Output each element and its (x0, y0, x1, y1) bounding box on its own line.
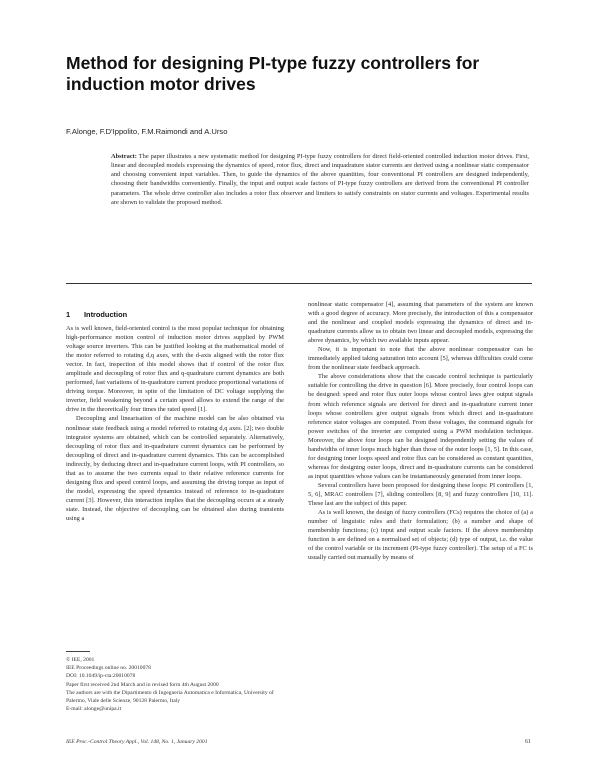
doi-line: DOI: 10.1049/ip-cta:20010078 (66, 673, 136, 680)
received-date: Paper first received 2nd March and in revised form 4th August 2000 (66, 681, 219, 688)
left-column (66, 324, 284, 523)
copyright-line: © IEE, 2001 (66, 657, 95, 663)
abstract-text: The paper illustrates a new systematic method for designing PI-type fuzzy controllers for direct field-oriented controlled induction motor drives. First, linear and decoupled models expressing the dynamics of speed, rotor flux, direct and inquadrature stator currents are derived using a nonlinear static compensator and choosing convenient input variables. Then, to guide the dynamics of the above quantities, four conventional PI controllers are designed independently, choosing their bandwidths conveniently. Finally, the input and output scale factors of PI-type fuzzy controllers are derived from the conventional PI controller parameters. The whole drive controller also includes a rotor flux observer and limiters to satisfy constraints on stator currents and voltages. Experimental results are shown to validate the proposed method. (111, 153, 530, 206)
affiliation: The authors are with the Dipartimento di Ingegneria Automatica e Informatica, University of Palermo, Viale delle Scienze, 90128 Palermo, Italy (66, 689, 274, 705)
footnote-block (66, 656, 284, 713)
abstract-divider (66, 283, 532, 284)
body-paragraph: Decoupling and linearisation of the machine model can be also obtained via nonlinear state feedback using a model referred to rotating d,q axes. [2]; two double integrator systems are obtained, which can be controlled separately. Alternatively, decoupling of rotor flux and in-quadrature current dynamics can be performed by decoupling of direct and in-quadrature current dynamics. This can be accomplished indirectly, by deducing direct and in-quadrature current loops, with PI controllers, so that as to assume the two currents equal to their relative reference currents for designing flux and speed control loops, and assuming the driving torque as input of the model, expressing the speed dynamics instead of reference to in-quadrature current [3]. However, this interaction implies that the decoupling occurs at a steady state. Instead, the objective of decoupling can be obtained also during transients using a (66, 415, 284, 522)
section-title: Introduction (84, 310, 128, 319)
author-list: F.Alonge, F.D'Ippolito, F.M.Raimondi and A.Urso (66, 127, 228, 136)
right-column (308, 300, 533, 562)
body-paragraph: The above considerations show that the cascade control technique is particularly suitable for controlling the drive in question [6]. More precisely, four control loops can be designed: speed and rotor flux outer loops whose control laws give output signals from which reference signals are derived for direct and in-quadrature current inner loops whose controllers give output signals from which direct and in-quadrature reference stator voltages are computed. From these voltages, the command signals for power switches of the inverter are computed using a PWM modulation technique. Moreover, the above four loops can be designed independently setting the values of bandwidths of inner loops much higher than those of the outer loops [1, 5]. In this case, for designing inner loops speed and rotor flux can be considered as constant quantities, whereas for designing outer loops, direct and in-quadrature currents can be considered as input quantities whose values can be instantaneously generated from inner loops. (308, 373, 533, 480)
body-paragraph: As is well known, field-oriented control is the most popular technique for obtaining high-performance motion control of induction motor drives supplied by PWM voltage source inverters. This can be justified looking at the mathematical model of the motor referred to rotating d,q axes, with the d-axis aligned with the rotor flux vector. In fact, inspection of this model shows that if control of the rotor flux amplitude and decoupling of rotor flux and q-quadrature current dynamics are both performed, fast variations of in-quadrature current produce proportional variations of driving torque. Moreover, in spite of the limitation of DC voltage supplying the inverter, field weakening beyond a certain speed allows to extend the range of the drive in the theoretically four times the rated speed [1]. (66, 325, 284, 414)
journal-footer: IEE Proc.-Control Theory Appl., Vol. 148, No. 1, January 2001 (66, 739, 208, 745)
section-number: 1 (66, 310, 71, 319)
paper-title: Method for designing PI-type fuzzy controllers for induction motor drives (66, 53, 480, 94)
page-number: 61 (525, 739, 531, 745)
body-paragraph: Several controllers have been proposed for designing these loops: PI controllers [1, 5, 6], MRAC controllers [7], sliding controllers [8, 9] and fuzzy controllers [10, 11]. These last are the subject of this paper. (308, 481, 533, 508)
body-paragraph: nonlinear static compensator [4], assuming that parameters of the system are known with a good degree of accuracy. More precisely, the introduction of this a compensator and the nonlinear and coupled models expressing the dynamics of direct and in-quadrature currents allow us to obtain two linear and decoupled models, expressing the above dynamics, by which two available inputs appear. (308, 301, 533, 345)
abstract-label: Abstract: (111, 153, 137, 160)
body-paragraph: Now, it is important to note that the above nonlinear compensator can be immediately applied taking saturation into account [5], whereas difficulties could come from the nonlinear state feedback approach. (308, 346, 533, 372)
section-heading (66, 310, 127, 319)
body-paragraph: As is well known, the design of fuzzy controllers (FCs) requires the choice of (a) a number of linguistic rules and their formulation; (b) a number and shape of membership functions; (c) input and output scale factors. If the above membership function is are defined on a normalised set of objects; (d) type of output, i.e. the value of the control variable or its increment (PI-type fuzzy controller). The setup of a FC is usually carried out manually by means of (308, 509, 533, 562)
abstract (111, 152, 529, 207)
online-number: IEE Proceedings online no. 20010078 (66, 665, 151, 672)
footnote-divider (66, 651, 90, 652)
email-line: E-mail: alonge@unipa.it (66, 706, 122, 713)
